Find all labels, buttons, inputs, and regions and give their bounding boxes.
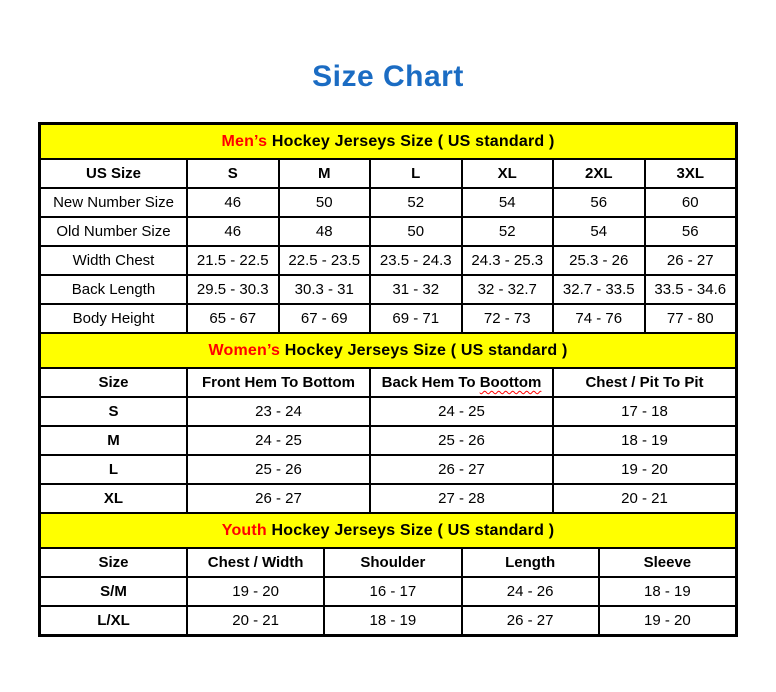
- table-cell: 18 - 19: [554, 427, 735, 454]
- table-cell: 17 - 18: [554, 398, 735, 425]
- column-header: [371, 369, 552, 396]
- column-header-text: Back Hem To: [381, 374, 480, 391]
- band-text-youth: Hockey Jerseys Size ( US standard ): [266, 522, 555, 539]
- table-cell: 46: [188, 189, 278, 216]
- table-cell: 29.5 - 30.3: [188, 276, 278, 303]
- table-cell: 69 - 71: [371, 305, 461, 332]
- women-table: [41, 369, 735, 512]
- table-cell: 21.5 - 22.5: [188, 247, 278, 274]
- band-text-women: Hockey Jerseys Size ( US standard ): [280, 342, 568, 359]
- table-cell: 18 - 19: [600, 578, 735, 605]
- table-cell: 33.5 - 34.6: [646, 276, 736, 303]
- table-cell: 72 - 73: [463, 305, 553, 332]
- row-label: L/XL: [41, 607, 186, 634]
- page-title: Size Chart: [312, 60, 464, 93]
- table-cell: 18 - 19: [325, 607, 460, 634]
- column-header: 2XL: [554, 160, 644, 187]
- section-band-men: [41, 125, 735, 158]
- table-cell: 32.7 - 33.5: [554, 276, 644, 303]
- table-cell: 22.5 - 23.5: [280, 247, 370, 274]
- table-cell: 25 - 26: [188, 456, 369, 483]
- men-table: [41, 160, 735, 332]
- table-cell: 32 - 32.7: [463, 276, 553, 303]
- table-cell: 56: [554, 189, 644, 216]
- table-cell: 60: [646, 189, 736, 216]
- column-header: M: [280, 160, 370, 187]
- row-label: Old Number Size: [41, 218, 186, 245]
- band-highlight-women: Women’s: [208, 342, 281, 359]
- table-cell: 26 - 27: [463, 607, 598, 634]
- youth-table: [41, 549, 735, 634]
- section-band-women: [41, 334, 735, 367]
- band-highlight-men: Men’s: [221, 133, 268, 150]
- table-cell: 46: [188, 218, 278, 245]
- table-cell: 54: [463, 189, 553, 216]
- table-cell: 24 - 26: [463, 578, 598, 605]
- column-header: US Size: [41, 160, 186, 187]
- row-label: M: [41, 427, 186, 454]
- column-header: Size: [41, 549, 186, 576]
- table-cell: 24.3 - 25.3: [463, 247, 553, 274]
- row-label: S/M: [41, 578, 186, 605]
- row-label: Back Length: [41, 276, 186, 303]
- table-cell: 24 - 25: [371, 398, 552, 425]
- table-cell: 77 - 80: [646, 305, 736, 332]
- table-cell: 26 - 27: [646, 247, 736, 274]
- table-cell: 56: [646, 218, 736, 245]
- table-cell: 65 - 67: [188, 305, 278, 332]
- table-cell: 48: [280, 218, 370, 245]
- row-label: Width Chest: [41, 247, 186, 274]
- column-header: Size: [41, 369, 186, 396]
- row-label: S: [41, 398, 186, 425]
- table-cell: 30.3 - 31: [280, 276, 370, 303]
- table-cell: 16 - 17: [325, 578, 460, 605]
- band-text-men: Hockey Jerseys Size ( US standard ): [267, 133, 555, 150]
- table-cell: 20 - 21: [554, 485, 735, 512]
- table-cell: 31 - 32: [371, 276, 461, 303]
- column-header: L: [371, 160, 461, 187]
- table-cell: 54: [554, 218, 644, 245]
- table-cell: 27 - 28: [371, 485, 552, 512]
- misspelled-word: Boottom: [479, 374, 542, 391]
- column-header: Length: [463, 549, 598, 576]
- table-cell: 19 - 20: [600, 607, 735, 634]
- table-cell: 52: [371, 189, 461, 216]
- column-header: Shoulder: [325, 549, 460, 576]
- table-cell: 23 - 24: [188, 398, 369, 425]
- table-cell: 52: [463, 218, 553, 245]
- row-label: XL: [41, 485, 186, 512]
- row-label: New Number Size: [41, 189, 186, 216]
- table-cell: 25.3 - 26: [554, 247, 644, 274]
- table-cell: 25 - 26: [371, 427, 552, 454]
- column-header: Chest / Pit To Pit: [554, 369, 735, 396]
- column-header: S: [188, 160, 278, 187]
- column-header: Front Hem To Bottom: [188, 369, 369, 396]
- table-cell: 24 - 25: [188, 427, 369, 454]
- column-header: Sleeve: [600, 549, 735, 576]
- table-cell: 23.5 - 24.3: [371, 247, 461, 274]
- size-chart-table: [38, 122, 738, 637]
- table-cell: 67 - 69: [280, 305, 370, 332]
- section-band-youth: [41, 514, 735, 547]
- table-cell: 19 - 20: [554, 456, 735, 483]
- band-highlight-youth: Youth: [221, 522, 267, 539]
- table-cell: 26 - 27: [371, 456, 552, 483]
- column-header: Chest / Width: [188, 549, 323, 576]
- row-label: L: [41, 456, 186, 483]
- column-header: XL: [463, 160, 553, 187]
- column-header: 3XL: [646, 160, 736, 187]
- table-cell: 50: [371, 218, 461, 245]
- table-cell: 20 - 21: [188, 607, 323, 634]
- row-label: Body Height: [41, 305, 186, 332]
- table-cell: 19 - 20: [188, 578, 323, 605]
- table-cell: 26 - 27: [188, 485, 369, 512]
- table-cell: 74 - 76: [554, 305, 644, 332]
- table-cell: 50: [280, 189, 370, 216]
